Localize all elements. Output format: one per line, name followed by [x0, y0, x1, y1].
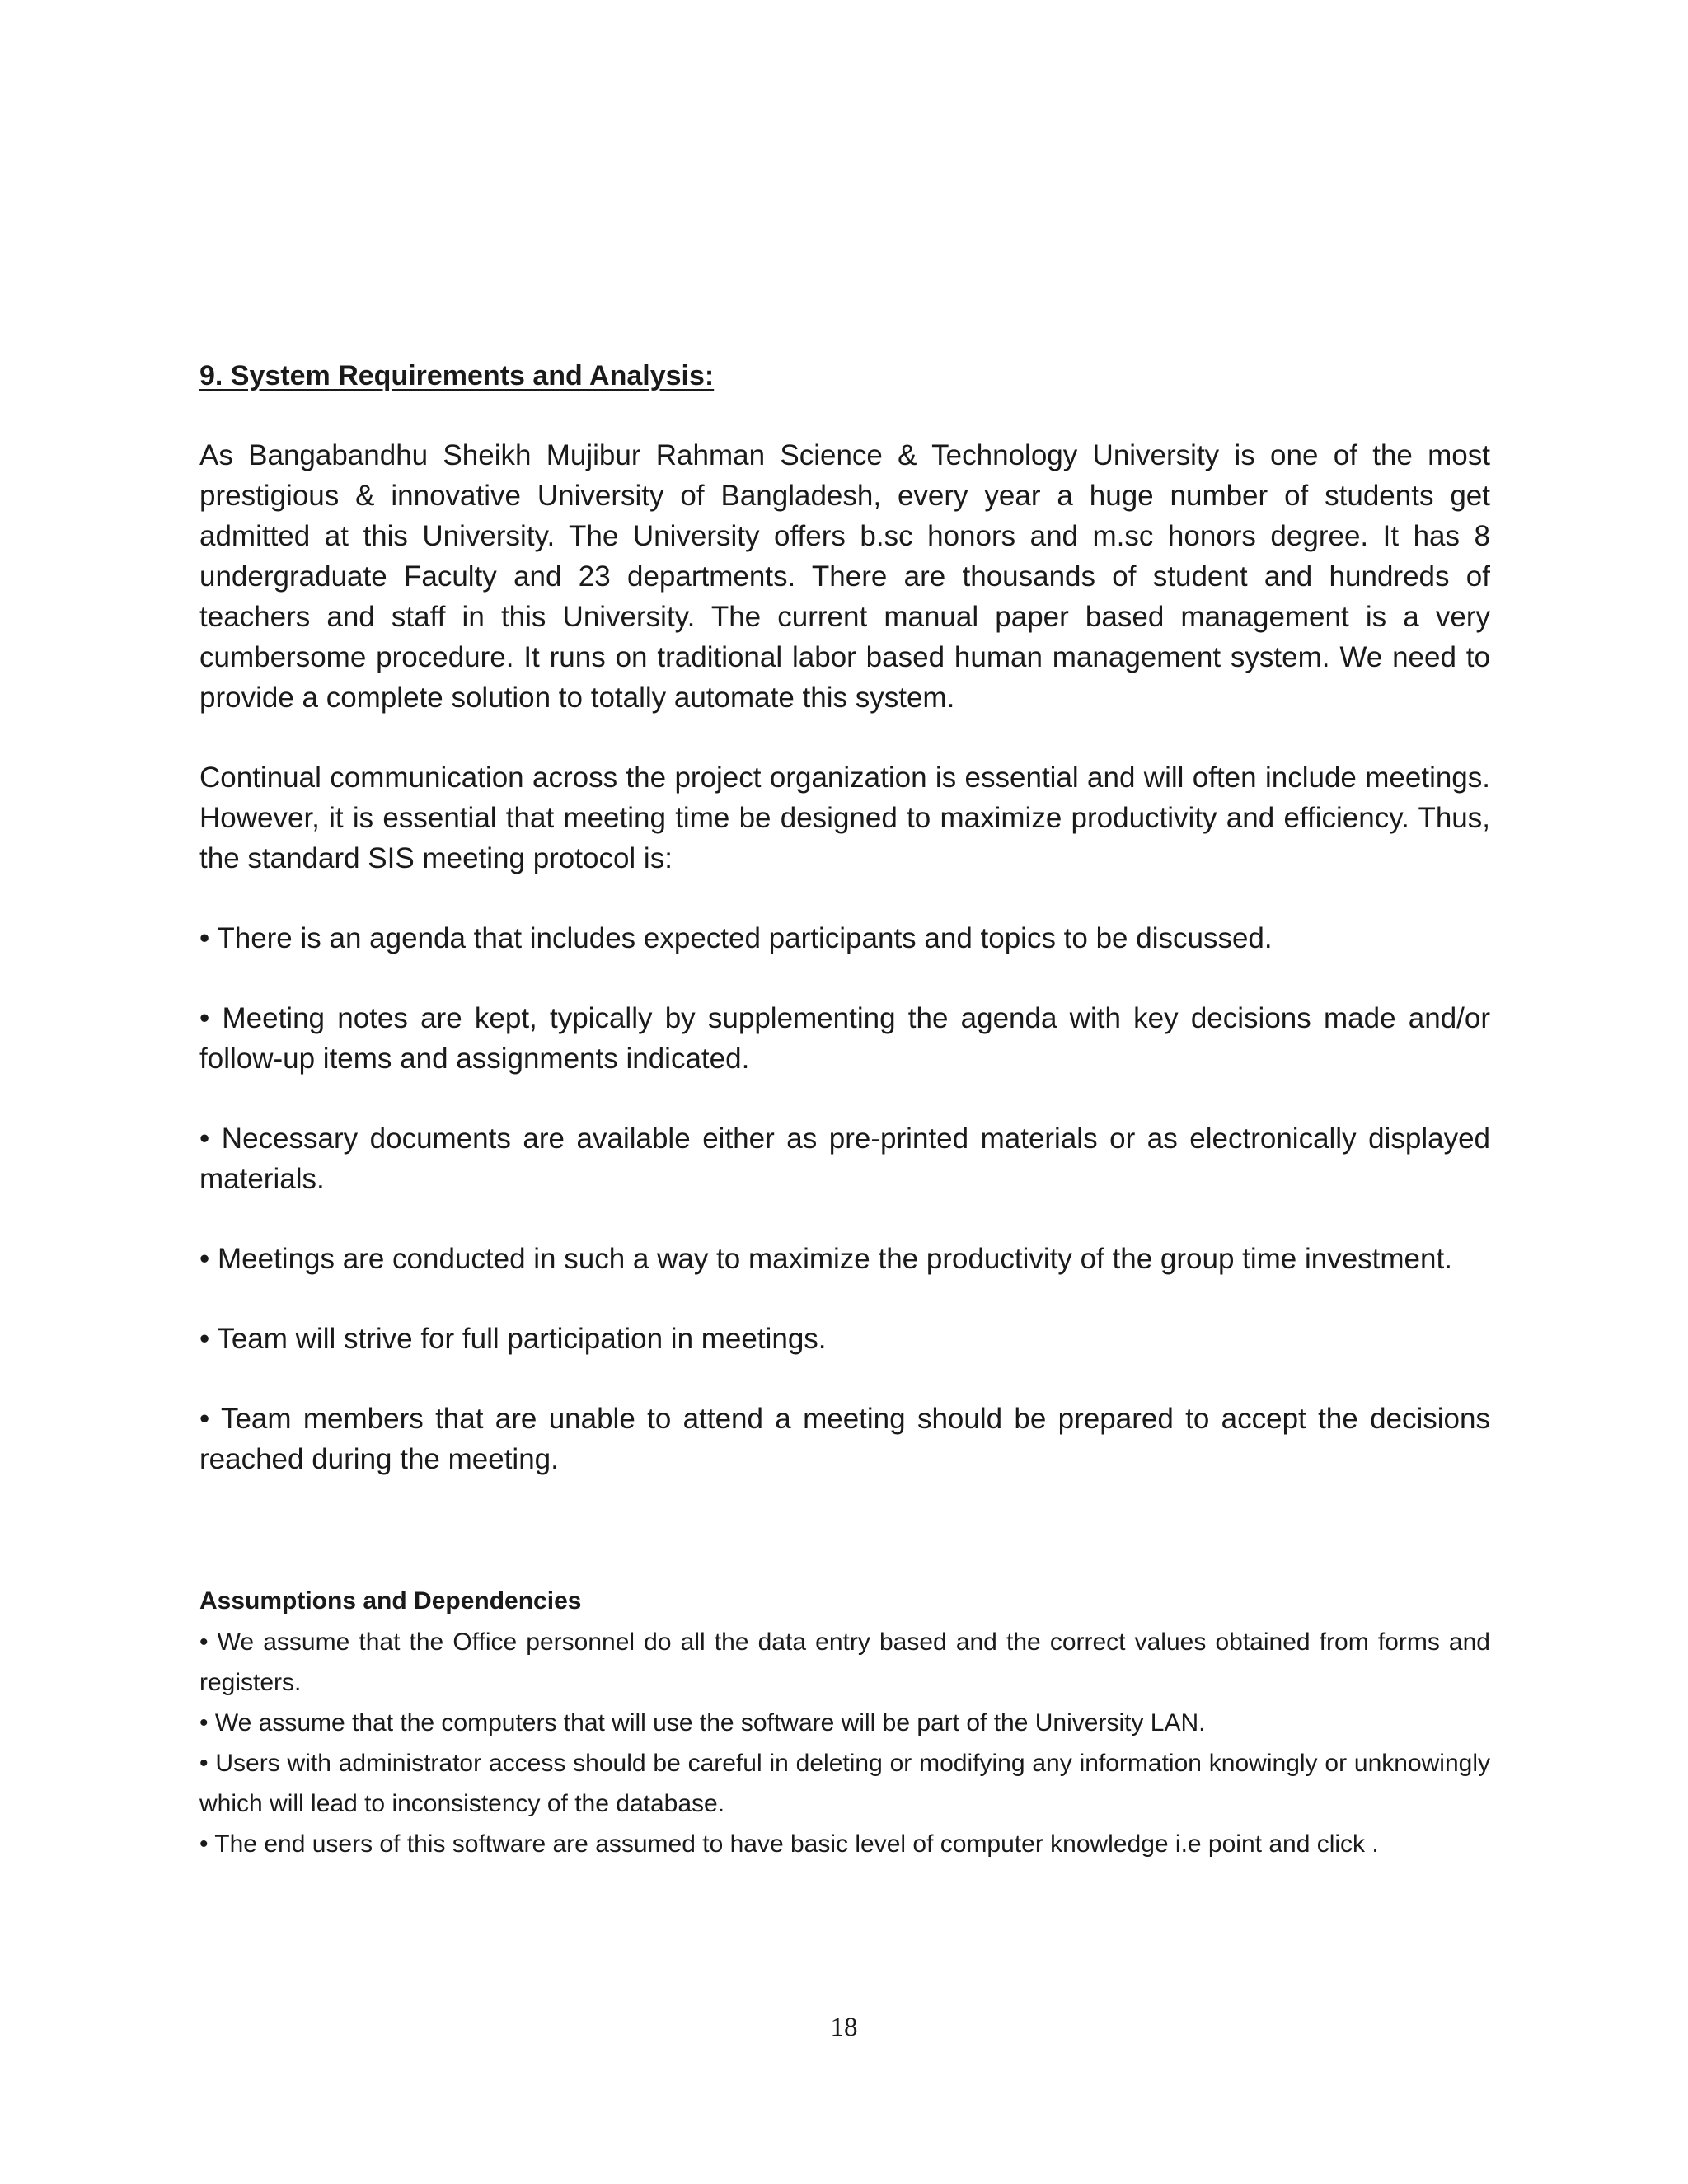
protocol-item: • Team will strive for full participation in meetings. [199, 1323, 827, 1355]
protocol-item: • Necessary documents are available either as pre-printed materials or as electronically displayed materials. [199, 1122, 1490, 1195]
assumptions-heading: Assumptions and Dependencies [199, 1587, 582, 1615]
protocol-item: • Meeting notes are kept, typically by supplementing the agenda with key decisions made and/or follow-up items and assignments indicated. [199, 1002, 1490, 1075]
assumption-item: • The end users of this software are assumed to have basic level of computer knowledge i.e point and click . [199, 1830, 1379, 1858]
section-spacer [199, 1519, 1490, 1581]
assumption-item: • We assume that the computers that will use the software will be part of the University LAN. [199, 1709, 1206, 1736]
protocol-item: • There is an agenda that includes expected participants and topics to be discussed. [199, 922, 1273, 954]
intro-paragraph: As Bangabandhu Sheikh Mujibur Rahman Science & Technology University is one of the most prestigious & innovative University of Bangladesh, every year a huge number of students get admitted at this University. The University offers b.sc honors and m.sc honors degree. It has 8 undergraduate Faculty and 23 departments. There are thousands of student and hundreds of teachers and staff in this University. The current manual paper based management is a very cumbersome procedure. It runs on traditional labor based human management system. We need to provide a complete solution to totally automate this system. [199, 439, 1490, 714]
assumption-item: • Users with administrator access should be careful in deleting or modifying any information knowingly or unknowingly which will lead to inconsistency of the database. [199, 1750, 1490, 1817]
page-number: 18 [830, 2013, 858, 2042]
protocol-item: • Team members that are unable to attend a meeting should be prepared to accept the decisions reached during the meeting. [199, 1403, 1490, 1475]
page-content [199, 356, 1490, 1864]
protocol-item: • Meetings are conducted in such a way to maximize the productivity of the group time investment. [199, 1243, 1452, 1275]
section-heading: 9. System Requirements and Analysis: [199, 360, 715, 391]
assumption-item: • We assume that the Office personnel do all the data entry based and the correct values obtained from forms and registers. [199, 1629, 1490, 1696]
communication-paragraph: Continual communication across the project organization is essential and will often include meetings. However, it is essential that meeting time be designed to maximize productivity and efficiency. Thus, the standard SIS meeting protocol is: [199, 762, 1490, 874]
